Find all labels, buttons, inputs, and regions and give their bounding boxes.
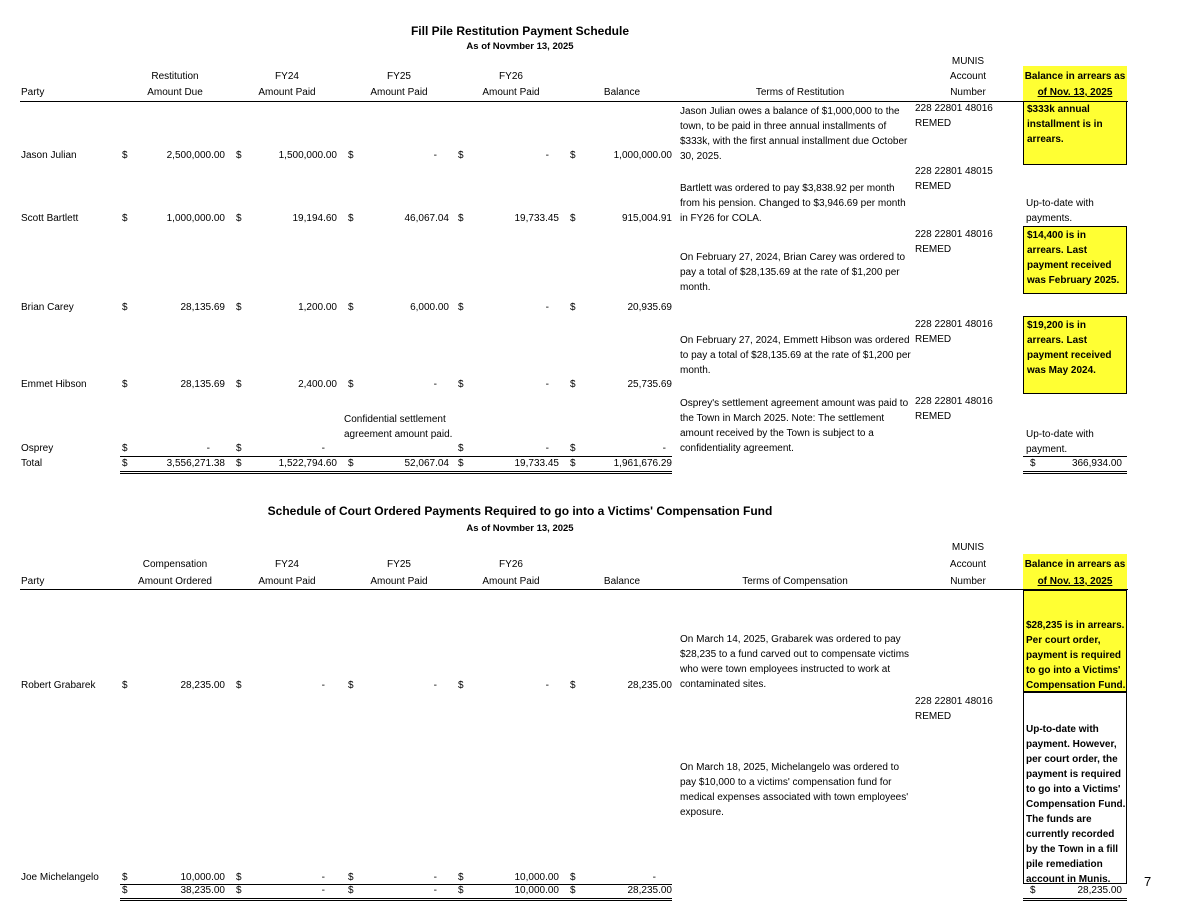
dollar-sign: $ (236, 872, 242, 883)
dollar-sign: $ (236, 458, 242, 469)
row-munis-fund: REMED (915, 181, 952, 192)
row-arrears: $14,400 is in arrears. Last payment received was February 2025. (1027, 230, 1120, 286)
col-header-fy24-line2: Amount Paid (258, 576, 316, 587)
total-fy25: - (433, 885, 437, 896)
dollar-sign: $ (458, 885, 464, 896)
total-arrears: 366,934.00 (1071, 458, 1122, 469)
table1-subtitle: As of Novmber 13, 2025 (466, 41, 574, 52)
dollar-sign: $ (348, 458, 354, 469)
dollar-sign: $ (348, 680, 354, 691)
row-fy25: - (433, 680, 437, 691)
row-balance: - (652, 872, 656, 883)
dollar-sign: $ (570, 150, 576, 161)
page-number: 7 (1144, 874, 1152, 889)
row-fy25: - (433, 872, 437, 883)
row-fy26: 19,733.45 (514, 213, 559, 224)
dollar-sign: $ (570, 680, 576, 691)
row-munis-number: 228 22801 48016 (915, 103, 993, 114)
col-header-arrears-line2: of Nov. 13, 2025 (1037, 576, 1113, 587)
total-double-rule (120, 471, 672, 474)
col-header-terms: Terms of Compensation (742, 576, 848, 587)
dollar-sign: $ (1030, 458, 1036, 469)
dollar-sign: $ (458, 872, 464, 883)
row-munis-fund: REMED (915, 411, 952, 422)
row-fy24: 1,500,000.00 (278, 150, 337, 161)
dollar-sign: $ (122, 885, 128, 896)
header-rule (20, 589, 1128, 590)
table2-title: Schedule of Court Ordered Payments Required to go into a Victims' Compensation Fund (267, 504, 773, 518)
col-header-arrears-line2: of Nov. 13, 2025 (1037, 87, 1113, 98)
col-header-munis-line3: Number (950, 576, 986, 587)
row-fy25: - (433, 150, 437, 161)
dollar-sign: $ (236, 379, 242, 390)
col-header-party: Party (21, 576, 45, 587)
dollar-sign: $ (236, 443, 242, 454)
row-munis-fund: REMED (915, 244, 952, 255)
row-party: Brian Carey (21, 302, 74, 313)
row-arrears: Up-to-date with payments. (1026, 198, 1094, 224)
total-label: Total (21, 458, 43, 469)
munis-number: 228 22801 48016 (915, 696, 993, 707)
col-header-fy24-line1: FY24 (275, 71, 299, 82)
row-arrears: Up-to-date with payment. However, per court order, the payment is required to go into a Victims' Compensation Fund. The funds are currently recorded by the Town in a fill pile remediation account in Munis. (1026, 724, 1126, 885)
row-terms: On March 14, 2025, Grabarek was ordered to pay $28,235 to a fund carved out to compensate victims who were town employees instructed to work at contaminated sites. (680, 634, 910, 690)
dollar-sign: $ (122, 458, 128, 469)
dollar-sign: $ (122, 443, 128, 454)
dollar-sign: $ (458, 213, 464, 224)
col-header-balance: Balance (603, 576, 641, 587)
col-header-fy26-line2: Amount Paid (482, 576, 540, 587)
row-party: Joe Michelangelo (21, 872, 99, 883)
dollar-sign: $ (122, 680, 128, 691)
row-terms: On March 18, 2025, Michelangelo was ordered to pay $10,000 to a victims' compensation fund for medical expenses associated with town employees' exposure. (680, 762, 909, 818)
col-header-fy24-line2: Amount Paid (258, 87, 316, 98)
row-fy26: - (545, 302, 549, 313)
total-amount: 3,556,271.38 (166, 458, 225, 469)
row-amount: - (206, 443, 210, 454)
row-arrears: $19,200 is in arrears. Last payment received was May 2024. (1027, 320, 1112, 376)
dollar-sign: $ (122, 150, 128, 161)
row-fy26: - (545, 150, 549, 161)
col-header-amount-line1: Restitution (151, 71, 199, 82)
dollar-sign: $ (570, 213, 576, 224)
row-munis-number: 228 22801 48016 (915, 319, 993, 330)
munis-fund: REMED (915, 711, 952, 722)
dollar-sign: $ (236, 885, 242, 896)
total-fy26: 10,000.00 (514, 885, 559, 896)
row-amount: 28,235.00 (180, 680, 225, 691)
col-header-amount-line1: Compensation (142, 559, 208, 570)
col-header-balance: Balance (603, 87, 641, 98)
row-fy25: 6,000.00 (410, 302, 449, 313)
col-header-fy26-line1: FY26 (499, 559, 523, 570)
row-balance: 1,000,000.00 (613, 150, 672, 161)
total-arrears: 28,235.00 (1077, 885, 1122, 896)
row-amount: 28,135.69 (180, 379, 225, 390)
row-arrears: $28,235 is in arrears. Per court order, payment is required to go into a Victims' Compensation Fund. (1026, 620, 1126, 691)
col-header-munis-line2: Account (949, 71, 987, 82)
row-amount: 28,135.69 (180, 302, 225, 313)
dollar-sign: $ (570, 302, 576, 313)
dollar-sign: $ (122, 379, 128, 390)
total-double-rule-arrears (1023, 898, 1127, 901)
col-header-terms: Terms of Restitution (755, 87, 845, 98)
col-header-munis-line1: MUNIS (951, 542, 985, 553)
dollar-sign: $ (348, 302, 354, 313)
row-balance: - (662, 443, 666, 454)
row-balance: 20,935.69 (627, 302, 672, 313)
dollar-sign: $ (570, 885, 576, 896)
col-header-party: Party (21, 87, 45, 98)
col-header-fy26-line2: Amount Paid (482, 87, 540, 98)
row-fy24: - (321, 872, 325, 883)
dollar-sign: $ (348, 872, 354, 883)
dollar-sign: $ (458, 680, 464, 691)
row-balance: 915,004.91 (621, 213, 672, 224)
col-header-munis-line3: Number (950, 87, 986, 98)
row-balance: 28,235.00 (627, 680, 672, 691)
row-terms: On February 27, 2024, Brian Carey was ordered to pay a total of $28,135.69 at the rate of $1,200 per month. (680, 252, 906, 293)
col-header-amount-line2: Amount Due (147, 87, 203, 98)
row-amount: 1,000,000.00 (166, 213, 225, 224)
row-fy24: 2,400.00 (298, 379, 337, 390)
total-fy26: 19,733.45 (514, 458, 559, 469)
row-terms: Osprey's settlement agreement amount was paid to the Town in March 2025. Note: The settlement amount received by the Town is subject to a confidentiality agreement. (680, 398, 909, 454)
row-amount: 2,500,000.00 (166, 150, 225, 161)
row-terms: Bartlett was ordered to pay $3,838.92 per month from his pension. Changed to $3,946.69 per month in FY26 for COLA. (680, 183, 906, 224)
dollar-sign: $ (348, 150, 354, 161)
row-arrears: $333k annual installment is in arrears. (1027, 104, 1103, 145)
total-fy24: - (321, 885, 325, 896)
row-fy24: - (321, 680, 325, 691)
row-fy24: 19,194.60 (292, 213, 337, 224)
dollar-sign: $ (236, 680, 242, 691)
col-header-fy25-line2: Amount Paid (370, 576, 428, 587)
total-double-rule-arrears (1023, 471, 1127, 474)
dollar-sign: $ (1030, 885, 1036, 896)
col-header-fy24-line1: FY24 (275, 559, 299, 570)
col-header-munis-line2: Account (949, 559, 987, 570)
col-header-munis-line1: MUNIS (951, 56, 985, 67)
table1-title: Fill Pile Restitution Payment Schedule (410, 24, 630, 38)
total-fy25: 52,067.04 (404, 458, 449, 469)
row-fy25-note: Confidential settlement agreement amount paid. (344, 414, 453, 440)
row-munis-number: 228 22801 48015 (915, 166, 993, 177)
dollar-sign: $ (122, 302, 128, 313)
row-munis-fund: REMED (915, 334, 952, 345)
row-fy26: - (545, 443, 549, 454)
dollar-sign: $ (348, 885, 354, 896)
row-fy26: 10,000.00 (514, 872, 559, 883)
dollar-sign: $ (122, 213, 128, 224)
row-party: Jason Julian (21, 150, 77, 161)
row-fy26: - (545, 680, 549, 691)
col-header-fy26-line1: FY26 (499, 71, 523, 82)
dollar-sign: $ (458, 302, 464, 313)
row-balance: 25,735.69 (627, 379, 672, 390)
row-party: Osprey (21, 443, 54, 454)
dollar-sign: $ (458, 150, 464, 161)
dollar-sign: $ (570, 458, 576, 469)
dollar-sign: $ (122, 872, 128, 883)
row-terms: Jason Julian owes a balance of $1,000,000 to the town, to be paid in three annual installments of $333k, with the first annual installment due October 30, 2025. (680, 106, 908, 162)
total-balance: 1,961,676.29 (613, 458, 672, 469)
row-arrears: Up-to-date with payment. (1026, 429, 1094, 455)
dollar-sign: $ (236, 213, 242, 224)
table2-subtitle: As of Novmber 13, 2025 (466, 523, 574, 534)
row-terms: On February 27, 2024, Emmett Hibson was ordered to pay a total of $28,135.69 at the rate of $1,200 per month. (680, 335, 911, 376)
row-munis-number: 228 22801 48016 (915, 396, 993, 407)
total-balance: 28,235.00 (627, 885, 672, 896)
total-double-rule (120, 898, 672, 901)
row-amount: 10,000.00 (180, 872, 225, 883)
dollar-sign: $ (570, 443, 576, 454)
total-amount: 38,235.00 (180, 885, 225, 896)
dollar-sign: $ (570, 379, 576, 390)
dollar-sign: $ (236, 150, 242, 161)
col-header-fy25-line1: FY25 (387, 559, 411, 570)
col-header-fy25-line1: FY25 (387, 71, 411, 82)
col-header-arrears-line1: Balance in arrears as (1024, 559, 1126, 570)
row-munis-fund: REMED (915, 118, 952, 129)
row-party: Robert Grabarek (21, 680, 96, 691)
col-header-fy25-line2: Amount Paid (370, 87, 428, 98)
col-header-arrears-line1: Balance in arrears as (1024, 71, 1126, 82)
dollar-sign: $ (348, 213, 354, 224)
row-fy24: - (321, 443, 325, 454)
row-munis-number: 228 22801 48016 (915, 229, 993, 240)
dollar-sign: $ (236, 302, 242, 313)
dollar-sign: $ (458, 443, 464, 454)
row-party: Scott Bartlett (21, 213, 79, 224)
dollar-sign: $ (348, 379, 354, 390)
row-party: Emmet Hibson (21, 379, 87, 390)
row-fy24: 1,200.00 (298, 302, 337, 313)
row-fy25: 46,067.04 (404, 213, 449, 224)
total-fy24: 1,522,794.60 (278, 458, 337, 469)
col-header-amount-line2: Amount Ordered (138, 576, 212, 587)
dollar-sign: $ (458, 379, 464, 390)
row-fy26: - (545, 379, 549, 390)
dollar-sign: $ (570, 872, 576, 883)
dollar-sign: $ (458, 458, 464, 469)
row-fy25: - (433, 379, 437, 390)
